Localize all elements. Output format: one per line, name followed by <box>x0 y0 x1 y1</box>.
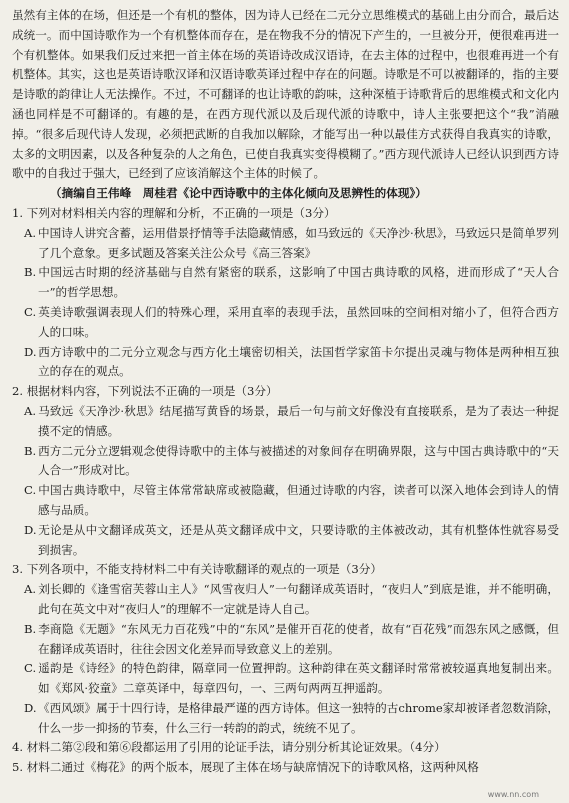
passage <box>12 6 559 204</box>
option-text: 《西风颂》属于十四行诗，是格律最严谨的西方诗体。但这一独特的古chrome家却被译者忽数消除，什么一步一抑扬的节奏，什么三行一转韵的韵式，统统不见了。 <box>38 700 559 735</box>
option-letter: C. <box>24 304 37 319</box>
option-text: 李商隐《无题》“东风无力百花残”中的“东风”是催开百花的使者，故有“百花残”而怨东风之感慨，但在翻译成英语时，往往会因文化差异而导致意义上的差别。 <box>38 621 559 656</box>
option-letter: A. <box>24 225 37 240</box>
option-letter: B. <box>24 443 37 458</box>
option-a <box>12 402 559 442</box>
question-list <box>12 204 559 778</box>
option-c <box>12 659 559 699</box>
question-3 <box>12 560 559 738</box>
option-text: 中国诗人讲究含蓄，运用借景抒情等手法隐藏情感，如马致远的《天净沙·秋思》，马致远只是简单罗列了几个意象。更多试题及答案关注公众号《高三答案》 <box>38 225 559 260</box>
option-letter: D. <box>24 522 37 537</box>
watermark: www.nn.com <box>487 790 539 799</box>
option-text: 遥韵是《诗经》的特色韵律，隔章同一位置押韵。这种韵律在英文翻译时常常被较逼真地复制出来。如《郑风·狡童》二章英译中，每章四句，一、三两句两两互押遥韵。 <box>38 661 559 696</box>
option-d <box>12 521 559 561</box>
option-d <box>12 343 559 383</box>
question-stem: 2. 根据材料内容，下列说法不正确的一项是（3分） <box>12 384 278 399</box>
question-2 <box>12 382 559 560</box>
option-letter: C. <box>24 661 37 676</box>
question-4 <box>12 738 559 758</box>
option-b <box>12 620 559 660</box>
option-d <box>12 699 559 739</box>
question-stem: 5. 材料二通过《梅花》的两个版本，展现了主体在场与缺席情况下的诗歌风格，这两种风格 <box>12 760 479 775</box>
option-text: 无论是从中文翻译成英文，还是从英文翻译成中文，只要诗歌的主体被改动，其有机整体性就容易受到损害。 <box>38 522 559 557</box>
question-1 <box>12 204 559 382</box>
option-letter: C. <box>24 483 37 498</box>
option-letter: B. <box>24 265 37 280</box>
passage-paragraph: 虽然有主体的在场，但还是一个有机的整体，因为诗人已经在二元分立思维模式的基础上由分而合，最后达成统一。而中国诗歌作为一个有机整体而存在，是在物我不分的情况下产生的，一旦被分开，便很难再进一个有机整体。如果我们反过来把一首主体在场的英语诗改成汉语诗，在去主体的过程中，也很难再进一个有机整体。其实，这也是英语诗歌汉译和汉语诗歌英译过程中存在的问题。诗歌是不可以被翻译的，指的主要是诗歌的韵律让人无法操作。不过，不可翻译的也让诗歌的韵味，这种深植于诗歌背后的思维模式和文化内涵也同样是不可翻译的。有趣的是，在西方现代派以及后现代派的诗歌中，诗人主张要把这个“我”消融掉。“很多后现代诗人发现，必须把武断的自我加以解除，才能写出一种以最佳方式获得自我真实的诗歌，太多的文明因素，以及各种复杂的人之角色，已使自我真实变得模糊了。”西方现代派诗人已经认识到西方诗歌中的自我过于强大，已经到了应该消解这个主体的时候了。 <box>12 8 559 181</box>
option-letter: D. <box>24 700 37 715</box>
option-text: 中国远古时期的经济基础与自然有紧密的联系，这影响了中国古典诗歌的风格，进而形成了“天人合一”的哲学思想。 <box>38 265 559 300</box>
option-letter: A. <box>24 403 37 418</box>
option-b <box>12 442 559 482</box>
option-text: 中国古典诗歌中，尽管主体常常缺席或被隐藏，但通过诗歌的内容，读者可以深入地体会到诗人的情感与品质。 <box>38 483 559 517</box>
option-text: 刘长卿的《逢雪宿芙蓉山主人》“风雪夜归人”一句翻译成英语时，“夜归人”到底是谁，并不能明确，此句在英文中对“夜归人”的理解不一定就是诗人自己。 <box>38 582 559 616</box>
option-letter: B. <box>24 621 37 636</box>
option-letter: A. <box>24 582 37 597</box>
option-c <box>12 303 559 343</box>
question-stem: 3. 下列各项中，不能支持材料二中有关诗歌翻译的观点的一项是（3分） <box>12 562 382 577</box>
question-5 <box>12 758 559 778</box>
option-text: 西方诗歌中的二元分立观念与西方化土壤密切相关，法国哲学家笛卡尔提出灵魂与物体是两种相互独立的存在的观点。 <box>38 344 559 379</box>
option-text: 英美诗歌强调表现人们的特殊心理，采用直率的表现手法，虽然回味的空间相对缩小了，但符合西方人的口味。 <box>38 304 559 339</box>
option-b <box>12 263 559 303</box>
option-letter: D. <box>24 344 37 359</box>
question-stem: 4. 材料二第②段和第⑥段都运用了引用的论证手法，请分别分析其论证效果。（4分） <box>12 740 446 755</box>
option-a <box>12 224 559 264</box>
question-stem: 1. 下列对材料相关内容的理解和分析，不正确的一项是（3分） <box>12 205 336 220</box>
passage-source: （摘编自王伟峰 周桂君《论中西诗歌中的主体化倾向及思辨性的体现》） <box>50 186 427 201</box>
option-text: 马致远《天净沙·秋思》结尾描写黄昏的场景，最后一句与前文好像没有直接联系，是为了表达一种捉摸不定的情感。 <box>38 403 559 438</box>
option-text: 西方二元分立逻辑观念使得诗歌中的主体与被描述的对象间存在明确界限，这与中国古典诗歌中的“天人合一”形成对比。 <box>38 443 559 478</box>
option-c <box>12 481 559 521</box>
option-a <box>12 580 559 620</box>
